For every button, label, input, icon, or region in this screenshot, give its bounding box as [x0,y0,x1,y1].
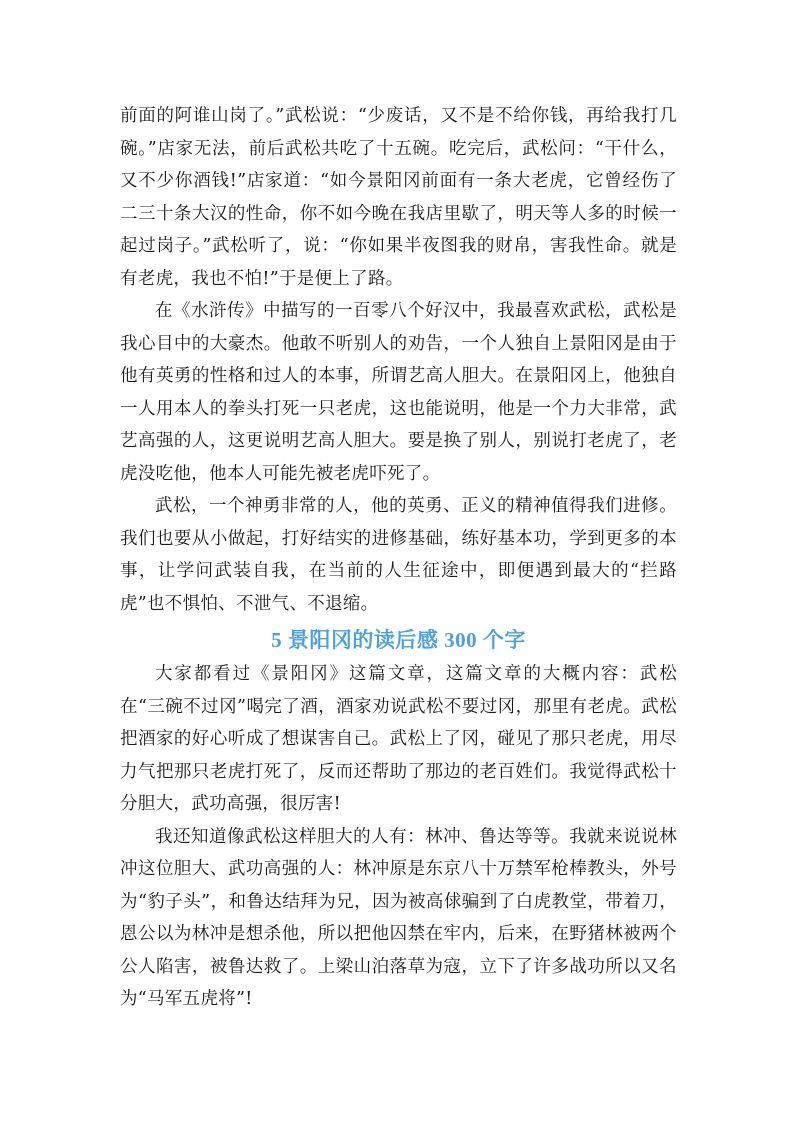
section-heading: 5 景阳冈的读后感 300 个字 [271,628,526,652]
paragraph-continuation: 前面的阿谁山岗了。”武松说：“少废话，又不是不给你钱，再给我打几碗。”店家无法，前后武松共吃了十五碗。吃完后，武松问：“干什么，又不少你酒钱!”店家道：“如今景阳冈前面有一条大老虎，它曾经伤了二三十条大汉的性命，你不如今晚在我店里歇了，明天等人多的时候一起过岗子。”武松听了，说：“你如果半夜图我的财帛，害我性命。就是有老虎，我也不怕!”于是便上了路。 [120,106,677,289]
paragraph-favorite-hero: 在《水浒传》中描写的一百零八个好汉中，我最喜欢武松，武松是我心目中的大豪杰。他敢不听别人的劝告，一个人独自上景阳冈是由于他有英勇的性格和过人的本事，所谓艺高人胆大。在景阳冈上，他独自一人用本人的拳头打死一只老虎，这也能说明，他是一个力大非常，武艺高强的人，这更说明艺高人胆大。要是换了别人，别说打老虎了，老虎没吃他，他本人可能先被老虎吓死了。 [120,301,677,484]
paragraph-lin-chong: 我还知道像武松这样胆大的人有：林冲、鲁达等等。我就来说说林冲这位胆大、武功高强的人：林冲原是东京八十万禁军枪棒教头，外号为“豹子头”，和鲁达结拜为兄，因为被高俅骗到了白虎教堂，带着刀，恩公以为林冲是想杀他，所以把他囚禁在牢内，后来，在野猪林被两个公人陷害，被鲁达救了。上梁山泊落草为寇，立下了许多战功所以又名为“马军五虎将”! [120,826,677,1009]
paragraph-lesson: 武松，一个神勇非常的人，他的英勇、正义的精神值得我们进修。我们也要从小做起，打好结实的进修基础，练好基本功，学到更多的本事，让学问武装自我，在当前的人生征途中，即便遇到最大的“拦路虎”也不惧怕、不泄气、不退缩。 [120,496,677,614]
paragraph-summary: 大家都看过《景阳冈》这篇文章，这篇文章的大概内容：武松在“三碗不过冈”喝完了酒，酒家劝说武松不要过冈，那里有老虎。武松把酒家的好心听成了想谋害自己。武松上了冈，碰见了那只老虎，用尽力气把那只老虎打死了，反而还帮助了那边的老百姓们。我觉得武松十分胆大，武功高强，很厉害! [120,664,677,814]
document-body [120,100,677,1016]
